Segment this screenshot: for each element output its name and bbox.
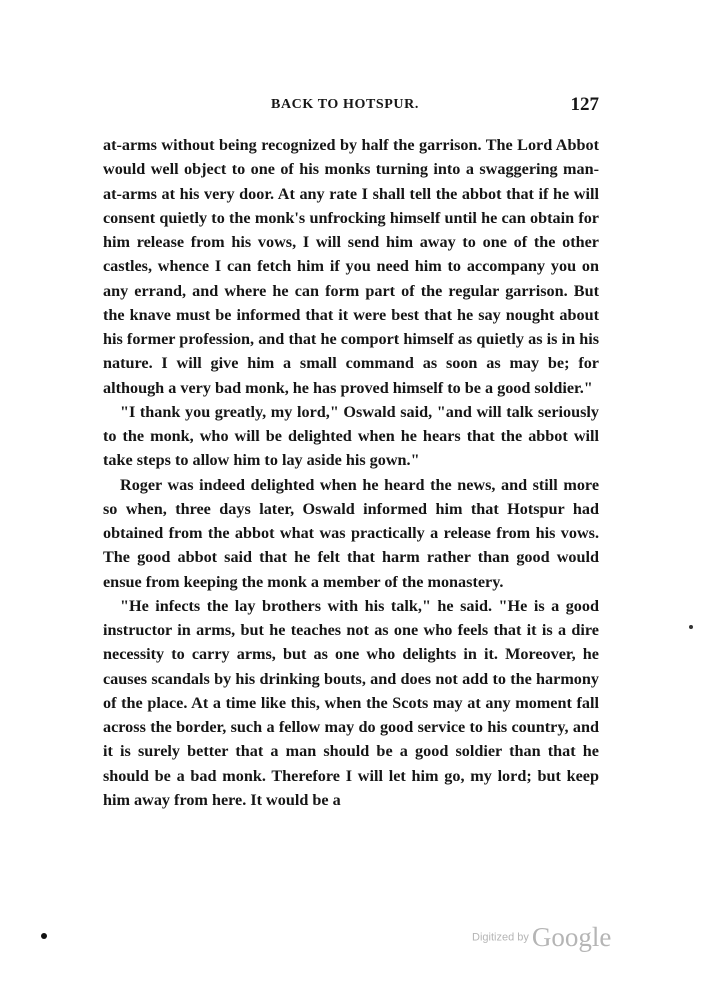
margin-speck (689, 625, 693, 629)
google-logo: Google (531, 922, 612, 952)
paragraph-2: "I thank you greatly, my lord," Oswald said, "and will talk seriously to the monk, who will be delighted when he hears that the abbot will take steps to allow him to lay aside his gown." (103, 402, 599, 470)
digitized-by-text: Digitized by (472, 931, 529, 944)
paragraph-3: Roger was indeed delighted when he heard the news, and still more so when, three days later, Oswald informed him that Hotspur had obtained from the abbot what was practically a release from his vows. The good abbot said that he felt that harm rather than good would ensue from keeping the monk a member of the monastery. (103, 475, 599, 591)
digitized-watermark (472, 922, 611, 953)
paragraph-1: at-arms without being recognized by half the garrison. The Lord Abbot would well object to one of his monks turning into a swaggering man-at-arms at his very door. At any rate I shall tell the abbot that if he will consent quietly to the monk's unfrocking himself until he can obtain for him release from his vows, I will send him away to one of the other castles, whence I can fetch him if you need him to accompany you on any errand, and where he can form part of the regular garrison. But the knave must be informed that it were best that he say nought about his former profession, and that he comport himself as quietly as is in his nature. I will give him a small command as soon as may be; for although a very bad monk, he has proved himself to be a good soldier." (103, 136, 599, 397)
page-header (103, 94, 599, 118)
body-text (103, 133, 599, 812)
running-head: BACK TO HOTSPUR. (271, 97, 419, 112)
page-number: 127 (570, 94, 599, 115)
footer-ink-mark (41, 933, 47, 939)
paragraph-4: "He infects the lay brothers with his talk," he said. "He is a good instructor in arms, but he teaches not as one who feels that it is a dire necessity to carry arms, but as one who delights in it. Moreover, he causes scandals by his drinking bouts, and does not add to the harmony of the place. At a time like this, when the Scots may at any moment fall across the border, such a fellow may do good service to his country, and it is surely better that a man should be a good soldier than that he should be a bad monk. Therefore I will let him go, my lord; but keep him away from here. It would be a (103, 596, 599, 809)
